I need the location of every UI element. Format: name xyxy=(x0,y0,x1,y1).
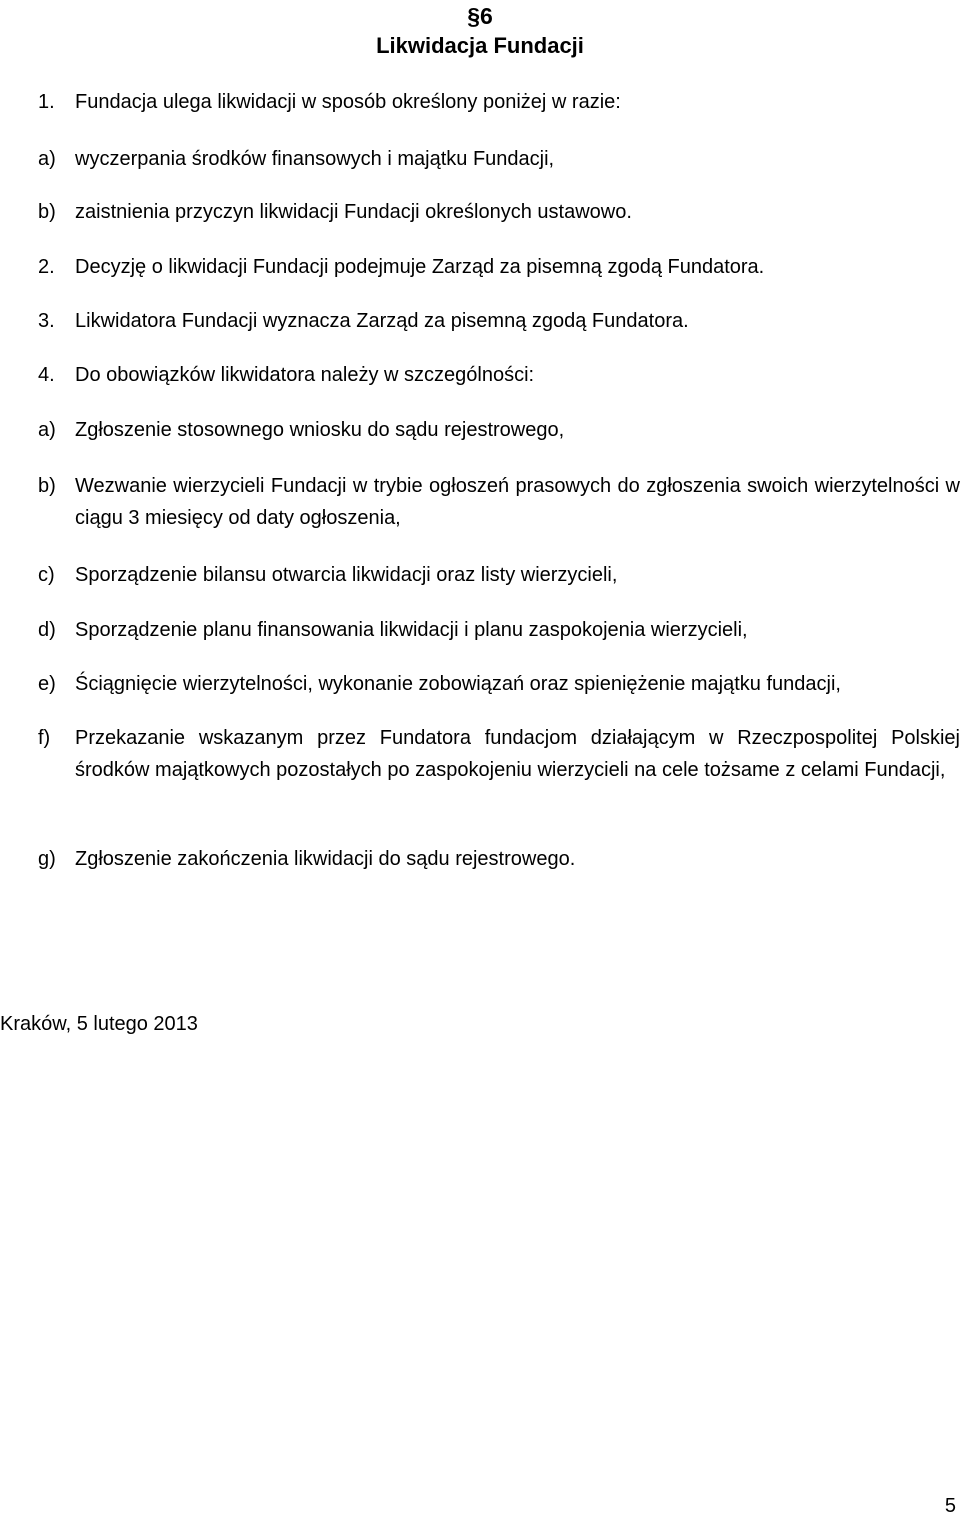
section-number: §6 xyxy=(467,3,493,29)
list-text: Likwidatora Fundacji wyznacza Zarząd za pisemną zgodą Fundatora. xyxy=(75,310,689,332)
list-item xyxy=(38,414,960,446)
list-text: Ściągnięcie wierzytelności, wykonanie zobowiązań oraz spieniężenie majątku fundacji, xyxy=(75,673,841,695)
list-marker: 2. xyxy=(38,256,55,278)
list-text: Wezwanie wierzycieli Fundacji w trybie ogłoszeń prasowych do zgłoszenia swoich wierzytelności w ciągu 3 miesięcy od daty ogłoszenia, xyxy=(75,475,960,529)
list-item xyxy=(38,86,960,118)
list-text: Zgłoszenie zakończenia likwidacji do sądu rejestrowego. xyxy=(75,848,576,870)
page-number: 5 xyxy=(944,1495,956,1517)
list-marker: c) xyxy=(38,564,55,586)
list-marker: 3. xyxy=(38,310,55,332)
list-text: Przekazanie wskazanym przez Fundatora fundacjom działającym w Rzeczpospolitej Polskiej środków majątkowych pozostałych po zaspokojeniu wierzycieli na cele tożsame z celami Fundacji, xyxy=(75,727,960,781)
list-item xyxy=(38,359,960,391)
list-marker: b) xyxy=(38,201,56,223)
list-item xyxy=(38,470,960,534)
list-item xyxy=(38,722,960,786)
section-title: Likwidacja Fundacji xyxy=(376,33,584,58)
list-text: Fundacja ulega likwidacji w sposób określony poniżej w razie: xyxy=(75,91,621,113)
list-text: Decyzję o likwidacji Fundacji podejmuje Zarząd za pisemną zgodą Fundatora. xyxy=(75,256,765,278)
list-text: Do obowiązków likwidatora należy w szczególności: xyxy=(75,364,535,386)
list-item xyxy=(38,614,960,646)
list-text: Sporządzenie planu finansowania likwidacji i planu zaspokojenia wierzycieli, xyxy=(75,619,748,641)
list-text: Sporządzenie bilansu otwarcia likwidacji oraz listy wierzycieli, xyxy=(75,564,618,586)
list-marker: 4. xyxy=(38,364,55,386)
list-marker: b) xyxy=(38,475,56,497)
list-marker: g) xyxy=(38,848,56,870)
list-marker: a) xyxy=(38,148,56,170)
list-item xyxy=(38,196,960,228)
list-text: zaistnienia przyczyn likwidacji Fundacji określonych ustawowo. xyxy=(75,201,632,223)
list-item xyxy=(38,251,960,283)
list-marker: 1. xyxy=(38,91,55,113)
list-item xyxy=(38,843,960,875)
list-marker: f) xyxy=(38,727,51,749)
list-item xyxy=(38,559,960,591)
list-marker: e) xyxy=(38,673,56,695)
list-marker: a) xyxy=(38,419,56,441)
list-item xyxy=(38,305,960,337)
list-marker: d) xyxy=(38,619,56,641)
list-item xyxy=(38,143,960,175)
list-text: wyczerpania środków finansowych i majątku Fundacji, xyxy=(75,148,555,170)
list-text: Zgłoszenie stosownego wniosku do sądu rejestrowego, xyxy=(75,419,565,441)
list-item xyxy=(38,668,960,700)
place-and-date: Kraków, 5 lutego 2013 xyxy=(0,1013,198,1035)
